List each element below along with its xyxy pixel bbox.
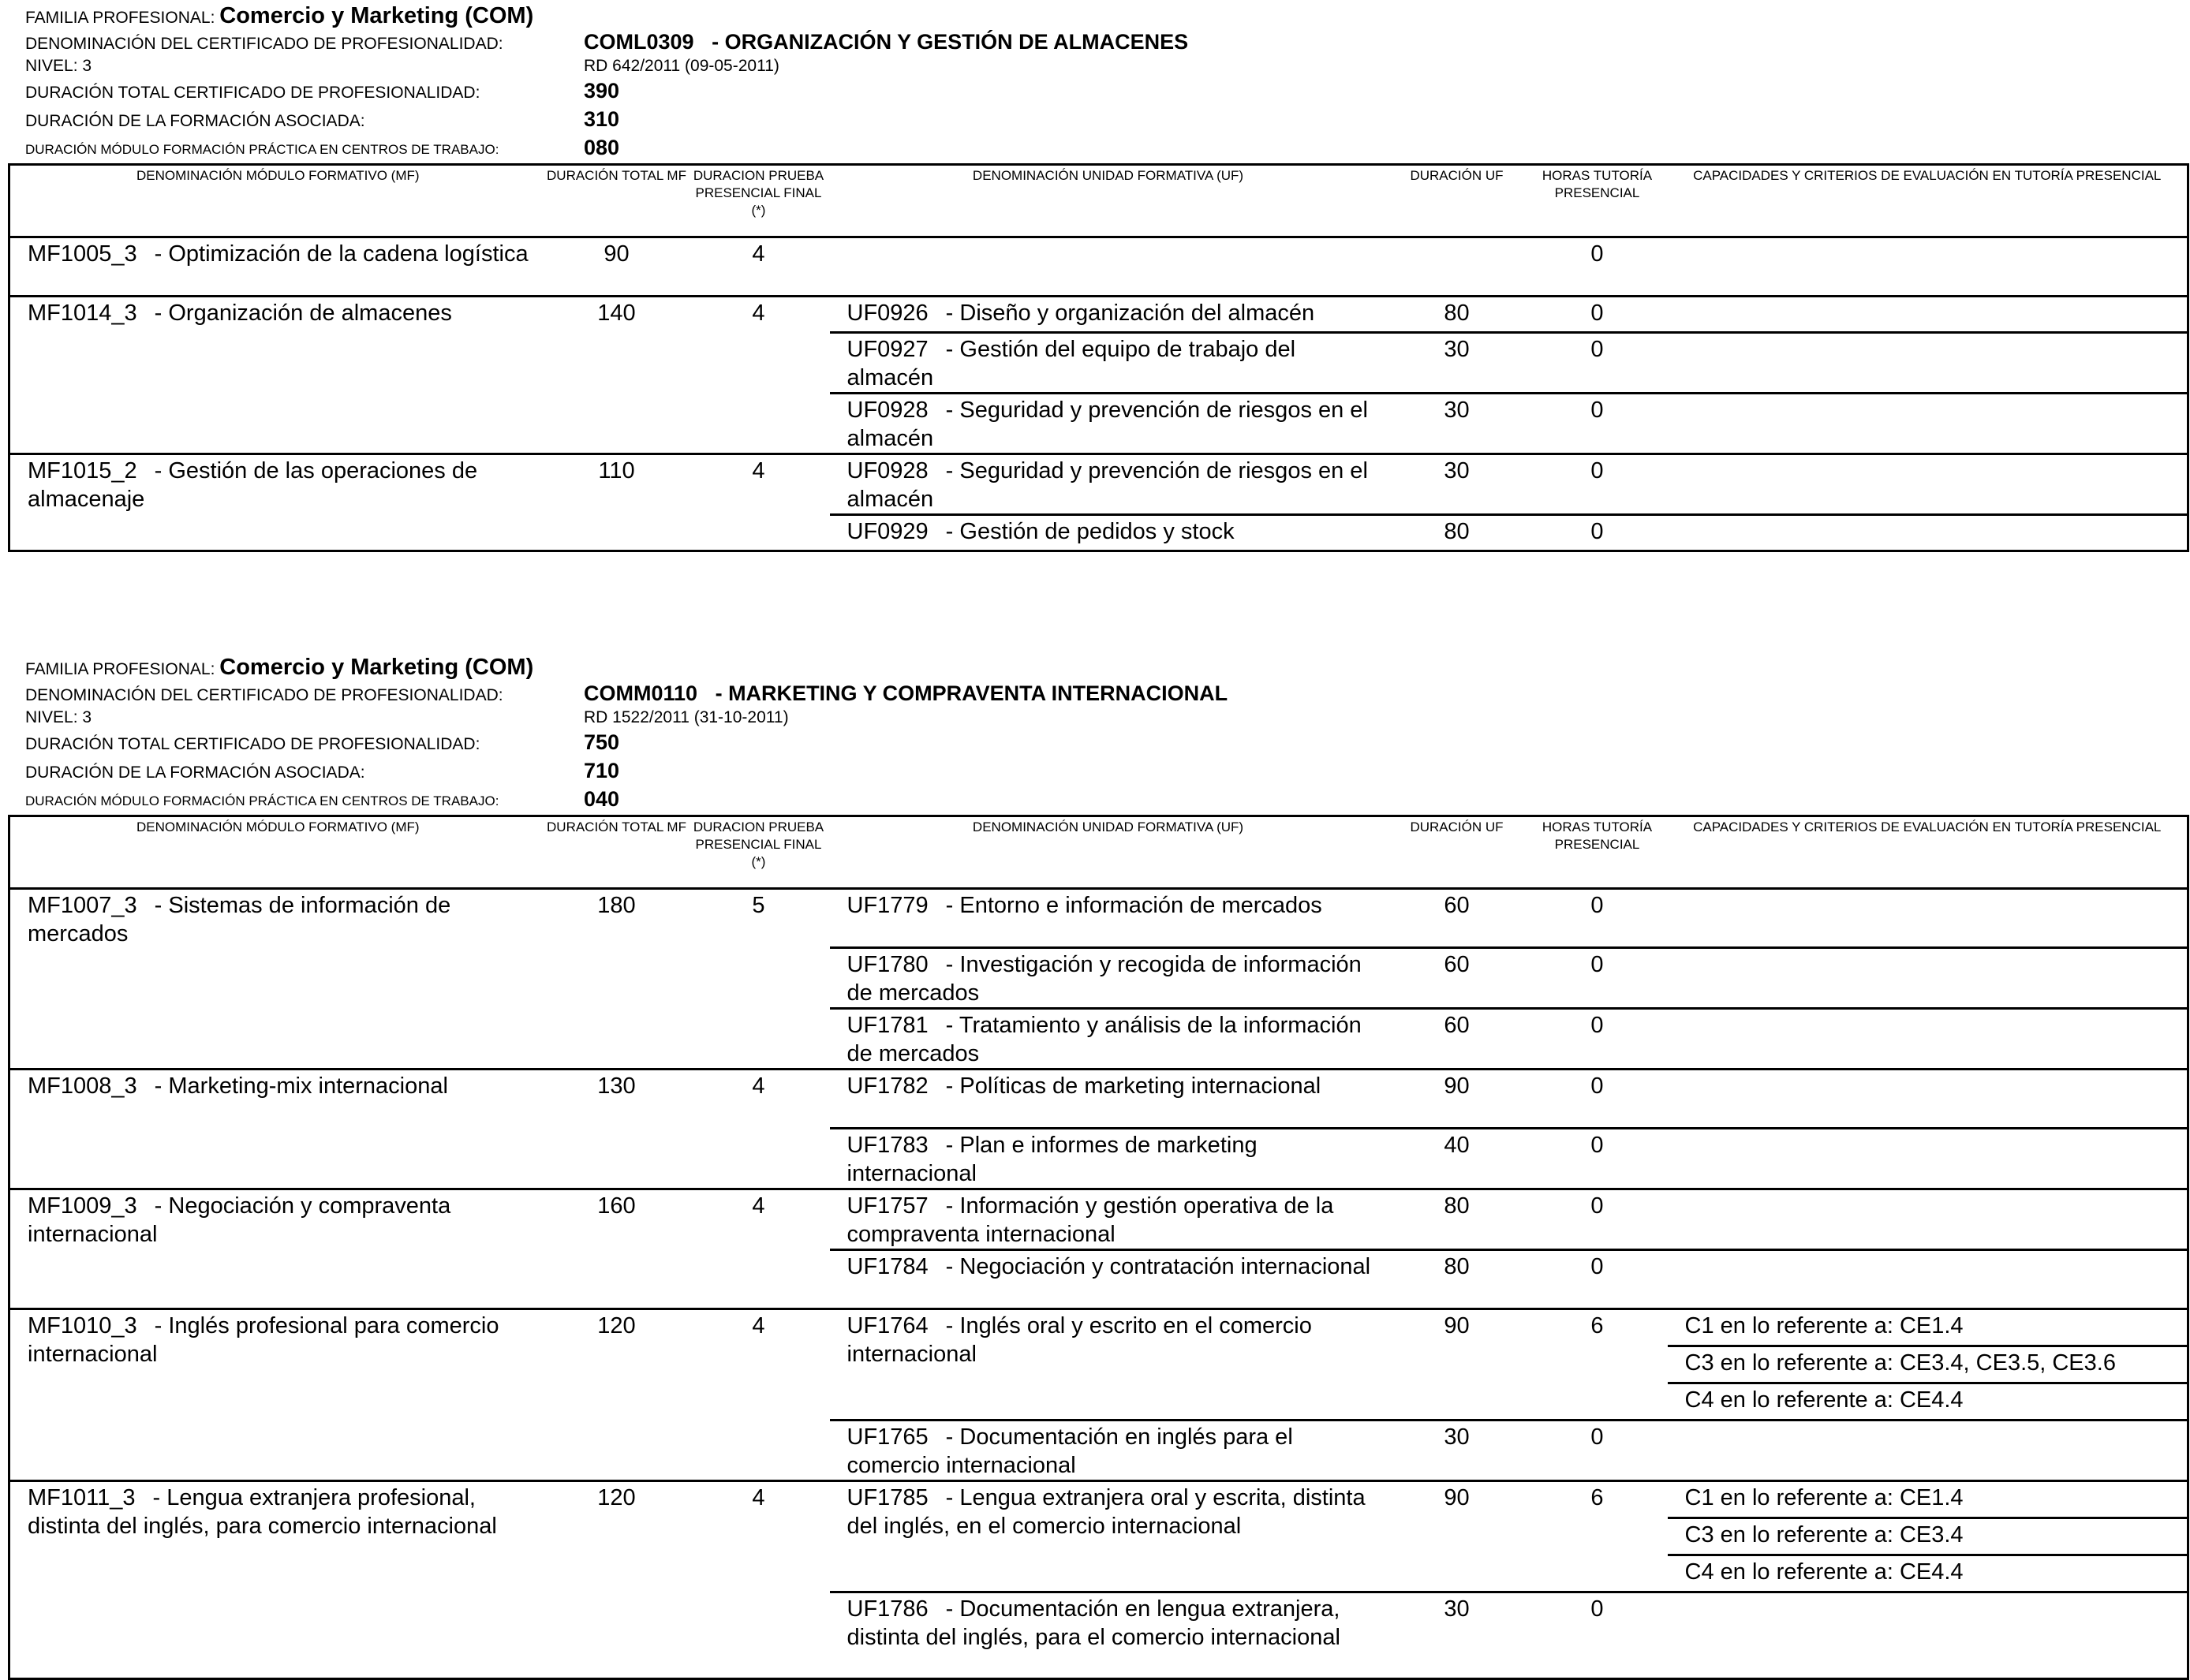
module-code: MF1005_3 (28, 241, 137, 267)
unit-code: UF0927 (846, 337, 929, 362)
table-row (9, 1070, 2188, 1129)
dur-practica-value: 040 (584, 787, 620, 811)
unit-duration: 90 (1387, 1309, 1527, 1421)
unit-cell (830, 1250, 1387, 1309)
certificate-name: - MARKETING Y COMPRAVENTA INTERNACIONAL (715, 681, 1228, 705)
unit-name: - Políticas de marketing internacional (945, 1073, 1321, 1099)
module-name: - Inglés profesional para comercio internacional (28, 1313, 499, 1367)
dur-total-label: DURACIÓN TOTAL CERTIFICADO DE PROFESIONALIDAD: (25, 735, 480, 753)
col-header-prueba: DURACION PRUEBA PRESENCIAL FINAL (*) (688, 165, 830, 237)
unit-capacidades (1668, 1070, 2188, 1129)
unit-cell (830, 394, 1387, 454)
unit-code: UF1782 (846, 1073, 929, 1099)
unit-horas: 0 (1527, 948, 1668, 1009)
unit-horas: 0 (1527, 1189, 1668, 1250)
unit-name: - Documentación en lengua extranjera, distinta del inglés, para el comercio internacional (846, 1596, 1340, 1650)
unit-duration: 30 (1387, 333, 1527, 394)
module-cell (9, 1309, 546, 1481)
unit-duration: 30 (1387, 394, 1527, 454)
certificate-title (584, 30, 1188, 54)
module-duration: 180 (597, 893, 636, 918)
unit-code: UF0926 (846, 301, 929, 326)
module-name: - Sistemas de información de mercados (28, 893, 451, 946)
table-row (9, 1481, 2188, 1518)
module-code: MF1009_3 (28, 1193, 137, 1219)
unit-duration (1387, 237, 1527, 297)
certificate-header (8, 653, 2187, 815)
unit-duration: 60 (1387, 1009, 1527, 1070)
unit-duration: 90 (1387, 1481, 1527, 1592)
unit-cell (830, 297, 1387, 333)
unit-capacidades (1668, 1592, 2188, 1679)
unit-capacidades (1668, 1250, 2188, 1309)
unit-code: UF1780 (846, 952, 929, 977)
module-duration: 90 (604, 241, 630, 267)
unit-name: - Seguridad y prevención de riesgos en el almacén (846, 398, 1368, 451)
module-cell (9, 237, 546, 297)
unit-horas: 0 (1527, 515, 1668, 551)
unit-name: - Investigación y recogida de información de mercados (846, 952, 1362, 1006)
certificate-block (8, 2, 2187, 552)
denominacion-label: DENOMINACIÓN DEL CERTIFICADO DE PROFESIONALIDAD: (25, 35, 503, 53)
unit-capacidades (1668, 515, 2188, 551)
module-duration: 120 (546, 1309, 688, 1481)
module-prueba: 4 (688, 1070, 830, 1189)
module-name: - Organización de almacenes (154, 301, 452, 326)
table-row (9, 237, 2188, 297)
unit-duration: 60 (1387, 948, 1527, 1009)
familia-value: Comercio y Marketing (COM) (219, 3, 534, 28)
dur-total-value: 390 (584, 79, 620, 103)
certificate-code: COML0309 (584, 30, 694, 54)
unit-capacidades (1668, 889, 2188, 948)
familia-row (25, 655, 533, 681)
familia-label: FAMILIA PROFESIONAL: (25, 660, 215, 678)
unit-duration: 80 (1387, 297, 1527, 333)
unit-duration: 80 (1387, 1250, 1527, 1309)
familia-value: Comercio y Marketing (COM) (219, 655, 534, 680)
module-cell (9, 454, 546, 551)
unit-horas: 0 (1527, 1421, 1668, 1481)
module-prueba: 4 (752, 241, 765, 267)
module-duration: 160 (546, 1189, 688, 1309)
unit-duration: 80 (1387, 515, 1527, 551)
module-code: MF1015_2 (28, 458, 137, 483)
unit-capacidades (1668, 237, 2188, 297)
certificate-code: COMM0110 (584, 681, 698, 705)
unit-horas: 0 (1527, 1009, 1668, 1070)
module-cell (9, 1481, 546, 1679)
module-cell (9, 1189, 546, 1309)
dur-practica-label: DURACIÓN MÓDULO FORMACIÓN PRÁCTICA EN CENTROS DE TRABAJO: (25, 793, 499, 808)
unit-cell (830, 1592, 1387, 1679)
unit-capacidades (1668, 948, 2188, 1009)
dur-formacion-value: 310 (584, 107, 620, 131)
module-duration: 110 (546, 454, 688, 551)
unit-name: - Inglés oral y escrito en el comercio internacional (846, 1313, 1312, 1367)
unit-name: - Negociación y contratación internacional (945, 1254, 1371, 1279)
unit-horas: 0 (1590, 893, 1604, 918)
col-header-mf: DENOMINACIÓN MÓDULO FORMATIVO (MF) (9, 816, 546, 889)
module-prueba: 4 (688, 1481, 830, 1679)
module-name: - Negociación y compraventa internacional (28, 1193, 451, 1247)
unit-name: - Entorno e información de mercados (945, 893, 1322, 918)
unit-cell (830, 333, 1387, 394)
col-header-uf: DENOMINACIÓN UNIDAD FORMATIVA (UF) (830, 165, 1387, 237)
unit-name: - Gestión de pedidos y stock (945, 519, 1235, 544)
unit-cell (830, 889, 1387, 948)
unit-horas: 6 (1527, 1309, 1668, 1421)
unit-cell (830, 948, 1387, 1009)
module-duration: 140 (546, 297, 688, 454)
modules-table (8, 815, 2189, 1680)
unit-duration: 60 (1444, 893, 1470, 918)
capacidad-item: C1 en lo referente a: CE1.4 (1668, 1309, 2188, 1346)
unit-name: - Información y gestión operativa de la compraventa internacional (846, 1193, 1334, 1247)
unit-cell (830, 1481, 1387, 1592)
unit-duration: 30 (1387, 1592, 1527, 1679)
unit-duration: 40 (1387, 1129, 1527, 1189)
unit-name: - Documentación en inglés para el comercio internacional (846, 1424, 1293, 1478)
rd-value: RD 642/2011 (09-05-2011) (584, 57, 779, 75)
nivel-label: NIVEL: 3 (25, 708, 92, 726)
unit-code: UF1786 (846, 1596, 929, 1622)
unit-horas: 0 (1527, 394, 1668, 454)
module-prueba: 4 (688, 454, 830, 551)
unit-duration: 30 (1387, 454, 1527, 515)
module-name: - Lengua extranjera profesional, distinta del inglés, para comercio internacional (28, 1485, 497, 1539)
unit-cell (830, 237, 1387, 297)
unit-capacidades (1668, 1009, 2188, 1070)
dur-practica-value: 080 (584, 136, 620, 159)
unit-code: UF1781 (846, 1013, 929, 1038)
col-header-prueba: DURACION PRUEBA PRESENCIAL FINAL (*) (688, 816, 830, 889)
unit-cell (830, 515, 1387, 551)
unit-cell (830, 1070, 1387, 1129)
unit-capacidades (1668, 454, 2188, 515)
col-header-horas: HORAS TUTORÍA PRESENCIAL (1527, 816, 1668, 889)
module-cell (9, 297, 546, 454)
col-header-uf: DENOMINACIÓN UNIDAD FORMATIVA (UF) (830, 816, 1387, 889)
capacidad-item: C3 en lo referente a: CE3.4, CE3.5, CE3.6 (1668, 1346, 2188, 1383)
unit-cell (830, 1421, 1387, 1481)
unit-name: - Tratamiento y análisis de la información de mercados (846, 1013, 1362, 1066)
capacidad-item: C4 en lo referente a: CE4.4 (1668, 1383, 2188, 1421)
unit-cell (830, 1009, 1387, 1070)
module-prueba: 4 (688, 1189, 830, 1309)
col-header-horas: HORAS TUTORÍA PRESENCIAL (1527, 165, 1668, 237)
unit-code: UF1783 (846, 1133, 929, 1158)
unit-code: UF1757 (846, 1193, 929, 1219)
certificate-name: - ORGANIZACIÓN Y GESTIÓN DE ALMACENES (712, 30, 1189, 54)
module-prueba: 5 (752, 893, 765, 918)
module-cell (9, 1070, 546, 1189)
unit-cell (830, 454, 1387, 515)
module-name: - Gestión de las operaciones de almacenaje (28, 458, 478, 512)
familia-label: FAMILIA PROFESIONAL: (25, 9, 215, 27)
table-header-row (9, 816, 2188, 889)
unit-horas: 0 (1527, 1070, 1668, 1129)
certificate-title (584, 681, 1228, 706)
certificate-header (8, 2, 2187, 163)
dur-total-value: 750 (584, 730, 620, 754)
unit-horas: 6 (1527, 1481, 1668, 1592)
col-header-capacidades: CAPACIDADES Y CRITERIOS DE EVALUACIÓN EN TUTORÍA PRESENCIAL (1668, 816, 2188, 889)
unit-capacidades (1668, 297, 2188, 333)
unit-code: UF1779 (846, 893, 929, 918)
unit-duration: 90 (1387, 1070, 1527, 1129)
unit-horas: 0 (1590, 241, 1604, 267)
modules-table (8, 163, 2189, 552)
certificate-block (8, 653, 2187, 1680)
module-code: MF1014_3 (28, 301, 137, 326)
table-row (9, 889, 2188, 948)
unit-horas: 0 (1527, 1129, 1668, 1189)
unit-capacidades (1668, 1421, 2188, 1481)
col-header-dur-mf: DURACIÓN TOTAL MF (546, 165, 688, 237)
unit-code: UF1785 (846, 1485, 929, 1510)
unit-code: UF0928 (846, 458, 929, 483)
unit-horas: 0 (1527, 297, 1668, 333)
table-row (9, 297, 2188, 333)
unit-cell (830, 1309, 1387, 1421)
unit-code: UF1784 (846, 1254, 929, 1279)
module-prueba: 4 (688, 1309, 830, 1481)
unit-name: - Diseño y organización del almacén (945, 301, 1315, 326)
col-header-dur-uf: DURACIÓN UF (1387, 165, 1527, 237)
col-header-dur-mf: DURACIÓN TOTAL MF (546, 816, 688, 889)
unit-name: - Plan e informes de marketing internacional (846, 1133, 1258, 1186)
dur-formacion-label: DURACIÓN DE LA FORMACIÓN ASOCIADA: (25, 763, 365, 782)
module-name: - Optimización de la cadena logística (154, 241, 529, 267)
table-row (9, 1189, 2188, 1250)
familia-row (25, 3, 533, 29)
unit-horas: 0 (1527, 454, 1668, 515)
unit-capacidades (1668, 394, 2188, 454)
dur-total-label: DURACIÓN TOTAL CERTIFICADO DE PROFESIONALIDAD: (25, 84, 480, 102)
module-prueba: 4 (688, 297, 830, 454)
capacidad-item: C4 en lo referente a: CE4.4 (1668, 1555, 2188, 1592)
module-code: MF1008_3 (28, 1073, 137, 1099)
unit-cell (830, 1189, 1387, 1250)
unit-code: UF0928 (846, 398, 929, 423)
col-header-mf: DENOMINACIÓN MÓDULO FORMATIVO (MF) (9, 165, 546, 237)
module-code: MF1011_3 (28, 1485, 136, 1510)
module-code: MF1007_3 (28, 893, 137, 918)
unit-horas: 0 (1527, 333, 1668, 394)
unit-horas: 0 (1527, 1592, 1668, 1679)
unit-cell (830, 1129, 1387, 1189)
table-row (9, 1309, 2188, 1346)
unit-capacidades (1668, 1189, 2188, 1250)
dur-formacion-label: DURACIÓN DE LA FORMACIÓN ASOCIADA: (25, 112, 365, 130)
unit-code: UF1764 (846, 1313, 929, 1338)
table-header-row (9, 165, 2188, 237)
nivel-label: NIVEL: 3 (25, 57, 92, 75)
dur-practica-label: DURACIÓN MÓDULO FORMACIÓN PRÁCTICA EN CENTROS DE TRABAJO: (25, 142, 499, 157)
unit-duration: 80 (1387, 1189, 1527, 1250)
unit-capacidades (1668, 1129, 2188, 1189)
rd-value: RD 1522/2011 (31-10-2011) (584, 708, 789, 726)
unit-name: - Seguridad y prevención de riesgos en el almacén (846, 458, 1368, 512)
unit-duration: 30 (1387, 1421, 1527, 1481)
unit-code: UF0929 (846, 519, 929, 544)
module-duration: 120 (546, 1481, 688, 1679)
module-name: - Marketing-mix internacional (154, 1073, 448, 1099)
module-cell (9, 889, 546, 1070)
dur-formacion-value: 710 (584, 759, 620, 782)
unit-horas: 0 (1527, 1250, 1668, 1309)
table-row (9, 454, 2188, 515)
capacidad-item: C3 en lo referente a: CE3.4 (1668, 1518, 2188, 1555)
unit-capacidades (1668, 333, 2188, 394)
col-header-dur-uf: DURACIÓN UF (1387, 816, 1527, 889)
denominacion-label: DENOMINACIÓN DEL CERTIFICADO DE PROFESIONALIDAD: (25, 686, 503, 704)
unit-name: - Gestión del equipo de trabajo del almacén (846, 337, 1296, 390)
module-code: MF1010_3 (28, 1313, 137, 1338)
unit-code: UF1765 (846, 1424, 929, 1450)
col-header-capacidades: CAPACIDADES Y CRITERIOS DE EVALUACIÓN EN TUTORÍA PRESENCIAL (1668, 165, 2188, 237)
unit-name: - Lengua extranjera oral y escrita, distinta del inglés, en el comercio internacional (846, 1485, 1366, 1539)
module-duration: 130 (546, 1070, 688, 1189)
capacidad-item: C1 en lo referente a: CE1.4 (1668, 1481, 2188, 1518)
